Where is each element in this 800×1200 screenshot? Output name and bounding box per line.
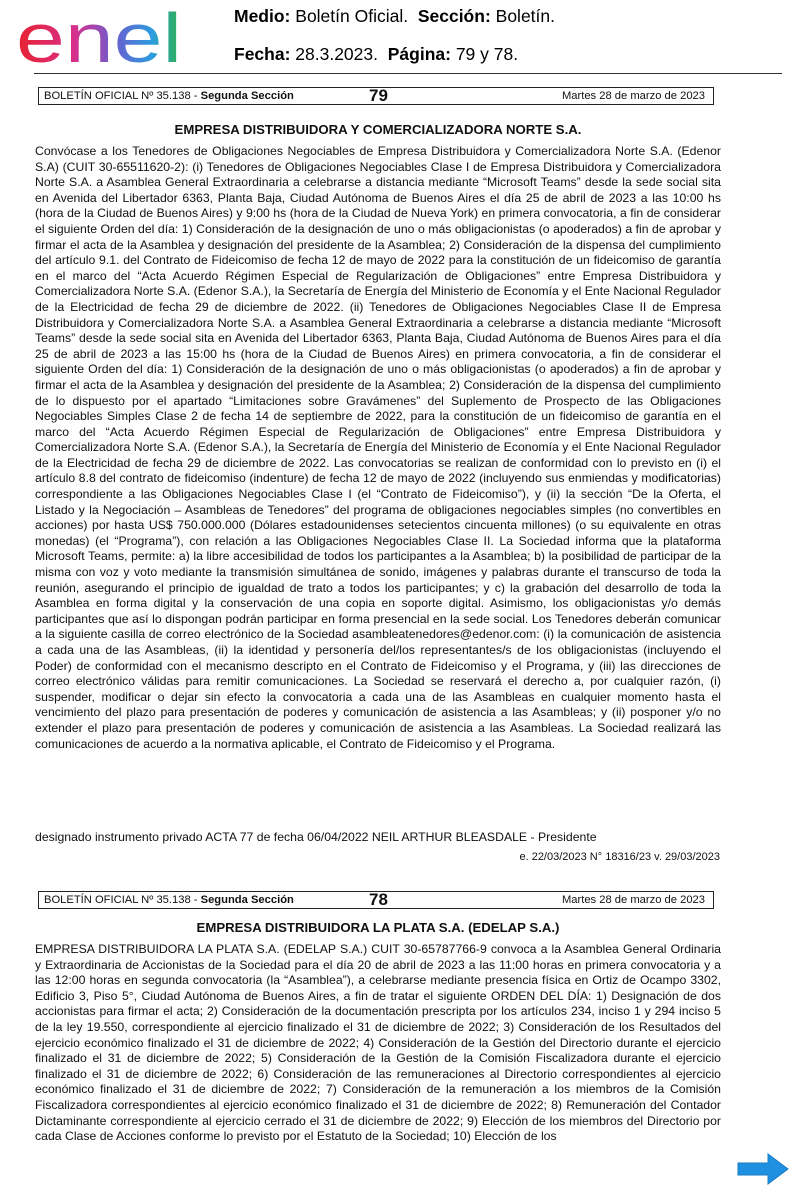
seccion-label: Sección: bbox=[417, 6, 491, 26]
medio-label: Medio: bbox=[234, 6, 291, 26]
header-fecha-line bbox=[234, 44, 518, 65]
bulletin-page-number: 79 bbox=[369, 86, 388, 105]
bulletin-date: Martes 28 de marzo de 2023 bbox=[561, 90, 705, 102]
notice-body-edelap: EMPRESA DISTRIBUIDORA LA PLATA S.A. (EDELAP S.A.) CUIT 30-65787766-9 convoca a la Asamblea General Ordinaria y Extraordinaria de Accionistas de la Sociedad para el día 20 de abril de 2023 a las 11:00 horas en primera convocatoria y a las 12:00 horas en segunda convocatoria (la “Asamblea”), a celebrarse mediante presencia física en Ortiz de Ocampo 3302, Edificio 3, Piso 5°, Ciudad Autónoma de Buenos Aires, a fin de tratar el siguiente ORDEN DEL DÍA: 1) Designación de dos accionistas para firmar el acta; 2) Consideración de la documentación prescripta por los artículos 234, inciso 1 y 294 inciso 5 de la ley 19.550, correspondiente al ejercicio finalizado el 31 de diciembre de 2022; 3) Consideración de los Resultados del ejercicio económico finalizado el 31 de diciembre de 2022; 4) Consideración de la Gestión del Directorio durante el ejercicio finalizado el 31 de diciembre de 2022; 5) Consideración de la Gestión de la Comisión Fiscalizadora durante el ejercicio finalizado el 31 de diciembre de 2022; 6) Consideración de las remuneraciones al Directorio correspondientes al ejercicio económico finalizado el 31 de diciembre de 2022; 7) Consideración de la remuneración a los miembros de la Comisión Fiscalizadora correspondientes al ejercicio económico finalizado el 31 de diciembre de 2022; 8) Remuneración del Contador Dictaminante correspondiente al ejercicio cerrado el 31 de diciembre de 2022; 9) Elección de los miembros del Directorio por cada Clase de Acciones conforme lo previsto por el Estatuto de la Sociedad; 10) Elección de los bbox=[35, 942, 721, 1144]
notice-reference: e. 22/03/2023 N° 18316/23 v. 29/03/2023 bbox=[519, 851, 720, 863]
bulletin-issue: BOLETÍN OFICIAL Nº 35.138 - Segunda Sección bbox=[44, 90, 294, 102]
next-arrow-icon[interactable] bbox=[736, 1151, 790, 1187]
bulletin-page-number: 78 bbox=[369, 890, 388, 909]
fecha-label: Fecha: bbox=[234, 44, 291, 64]
bulletin-issue: BOLETÍN OFICIAL Nº 35.138 - Segunda Sección bbox=[44, 894, 294, 906]
bulletin-header-bar-78 bbox=[38, 891, 714, 909]
bulletin-header-bar-79 bbox=[38, 87, 714, 105]
notice-signature: designado instrumento privado ACTA 77 de fecha 06/04/2022 NEIL ARTHUR BLEASDALE - Presidente bbox=[35, 830, 597, 844]
bulletin-date: Martes 28 de marzo de 2023 bbox=[561, 894, 705, 906]
enel-logo bbox=[16, 4, 182, 68]
fecha-value: 28.3.2023. bbox=[295, 44, 378, 64]
medio-value: Boletín Oficial. bbox=[295, 6, 409, 26]
notice-title-edelap: EMPRESA DISTRIBUIDORA LA PLATA S.A. (EDELAP S.A.) bbox=[196, 920, 560, 935]
notice-title-edenor: EMPRESA DISTRIBUIDORA Y COMERCIALIZADORA NORTE S.A. bbox=[174, 122, 582, 137]
seccion-value: Boletín. bbox=[495, 6, 556, 26]
header-divider bbox=[34, 73, 782, 74]
pagina-label: Página: bbox=[387, 44, 451, 64]
notice-body-edenor: Convócase a los Tenedores de Obligaciones Negociables de Empresa Distribuidora y Comercializadora Norte S.A. (Edenor S.A) (CUIT 30-65511620-2): (i) Tenedores de Obligaciones Negociables Clase I de Empresa Distribuidora y Comercializadora Norte S.A. a Asamblea General Extraordinaria a celebrarse a distancia mediante “Microsoft Teams” desde la sede social sita en Avenida del Libertador 6363, Planta Baja, Ciudad Autónoma de Buenos Aires el día 25 de abril de 2023 a las 10:00 hs (hora de la Ciudad de Buenos Aires) y 9:00 hs (hora de la Ciudad de Nueva York) en primera convocatoria, a fin de considerar el siguiente Orden del día: 1) Consideración de la designación de uno o más obligacionistas (o apoderados) a fin de aprobar y firmar el acta de la Asamblea y designación del presidente de la Asamblea; 2) Consideración de la dispensa del cumplimiento del artículo 9.1. del Contrato de Fideicomiso de fecha 12 de mayo de 2022 para la constitución de un fideicomiso de garantía en el marco del “Acta Acuerdo Régimen Especial de Regularización de Obligaciones” entre Empresa Distribuidora y Comercializadora Norte S.A. (Edenor S.A.), la Secretaría de Energía del Ministerio de Economía y el Ente Nacional Regulador de la Electricidad de fecha 29 de diciembre de 2022. (ii) Tenedores de Obligaciones Negociables Clase II de Empresa Distribuidora y Comercializadora Norte S.A. a Asamblea General Extraordinaria a celebrarse a distancia mediante “Microsoft Teams” desde la sede social sita en Avenida del Libertador 6363, Planta Baja, Ciudad Autónoma de Buenos Aires para el día 25 de abril de 2023 a las 15:00 hs (hora de la Ciudad de Buenos Aires) en primera convocatoria, a fin de considerar el siguiente Orden del día: 1) Consideración de la designación de uno o más obligacionistas (o apoderados) a fin de aprobar y firmar el acta de la Asamblea y designación del presidente de la Asamblea; 2) Consideración de la dispensa del cumplimiento de lo dispuesto por el apartado “Limitaciones sobre Gravámenes” del Suplemento de Prospecto de las Obligaciones Negociables Simples Clase 2 de fecha 14 de septiembre de 2022, para la constitución de un fideicomiso de garantía en el marco del “Acta Acuerdo Régimen Especial de Regularización de Obligaciones” entre Empresa Distribuidora y Comercializadora Norte S.A. (Edenor S.A.), la Secretaría de Energía del Ministerio de Economía y el Ente Nacional Regulador de la Electricidad de fecha 29 de diciembre de 2022. Las convocatorias se realizan de conformidad con lo previsto en (i) el artículo 8.8 del contrato de fideicomiso (indenture) de fecha 12 de mayo de 2022 (incluyendo sus enmiendas y modificatorias) correspondiente a las Obligaciones Negociables Clase I (el “Contrato de Fideicomiso”), y (ii) la sección “De la Oferta, el Listado y la Negociación – Asambleas de Tenedores” del programa de obligaciones negociables simples (no convertibles en acciones) por hasta US$ 750.000.000 (Dólares estadounidenses setecientos cincuenta millones) (o su equivalente en otras monedas) (el “Programa”), con relación a las Obligaciones Negociables Clase II. La Sociedad informa que la plataforma Microsoft Teams, permite: a) la libre accesibilidad de todos los participantes a la Asamblea; b) la posibilidad de participar de la misma con voz y voto mediante la transmisión simultánea de sonido, imágenes y palabras durante el transcurso de toda la reunión, asegurando el principio de igualdad de trato a todos los participantes; y c) la grabación del desarrollo de toda la Asamblea en forma digital y la conservación de una copia en soporte digital. Asimismo, los obligacionistas y/o demás participantes que así lo dispongan podrán participar en forma presencial en la sede social. Los Tenedores deberán comunicar a la siguiente casilla de correo electrónico de la Sociedad asambleatenedores@edenor.com: (i) la comunicación de asistencia a cada una de las Asambleas, (ii) la identidad y personería del/los representantes/s de los obligacionistas (incluyendo el Poder) de conformidad con el mecanismo descripto en el Contrato de Fideicomiso y el Programa, y (iii) las direcciones de correo electrónico válidas para remitir comunicaciones. La Sociedad se reservará el derecho a, por cualquier razón, (i) suspender, modificar o dejar sin efecto la convocatoria a cada una de las Asambleas en cualquier momento hasta el vencimiento del plazo para presentación de poderes y comunicación de asistencia a las Asambleas; y (ii) posponer y/o no extender el plazo para presentación de poderes y comunicación de asistencia a las Asambleas. La Sociedad realizará las comunicaciones de acuerdo a la normativa aplicable, el Contrato de Fideicomiso y el Programa. bbox=[35, 144, 721, 751]
enel-logo-text: enel bbox=[16, 4, 182, 68]
pagina-value: 79 y 78. bbox=[455, 44, 519, 64]
header-medio-line bbox=[234, 6, 555, 27]
